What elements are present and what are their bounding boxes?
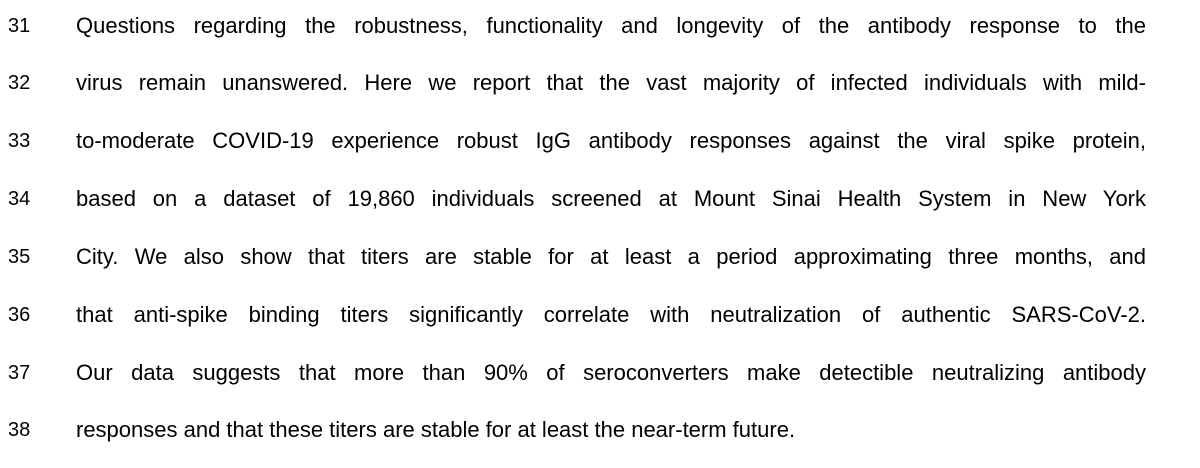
line-text: Our data suggests that more than 90% of seroconverters make detectible neutralizing antibody (76, 360, 1146, 385)
text-line (0, 295, 1200, 335)
line-text: to-moderate COVID-19 experience robust IgG antibody responses against the viral spike protein, (76, 128, 1146, 153)
line-text: based on a dataset of 19,860 individuals screened at Mount Sinai Health System in New York (76, 186, 1146, 211)
text-line (0, 179, 1200, 219)
text-line (0, 353, 1200, 393)
line-number: 34 (8, 188, 31, 210)
line-number: 35 (8, 246, 31, 268)
line-text: virus remain unanswered. Here we report that the vast majority of infected individuals with mild- (76, 70, 1146, 95)
line-number: 36 (8, 304, 31, 326)
line-text: City. We also show that titers are stable for at least a period approximating three months, and (76, 244, 1146, 269)
text-line (0, 63, 1200, 103)
text-line (0, 121, 1200, 161)
line-text: responses and that these titers are stable for at least the near-term future. (76, 417, 796, 442)
line-number: 32 (8, 72, 31, 94)
text-line (0, 6, 1200, 46)
line-number: 33 (8, 130, 31, 152)
line-number: 37 (8, 362, 31, 384)
line-text: Questions regarding the robustness, functionality and longevity of the antibody response to the (76, 13, 1146, 38)
line-text: that anti-spike binding titers significantly correlate with neutralization of authentic SARS-CoV-2. (76, 302, 1146, 327)
text-line (0, 410, 1200, 450)
line-number: 38 (8, 419, 31, 441)
text-line (0, 237, 1200, 277)
line-number: 31 (8, 15, 31, 37)
